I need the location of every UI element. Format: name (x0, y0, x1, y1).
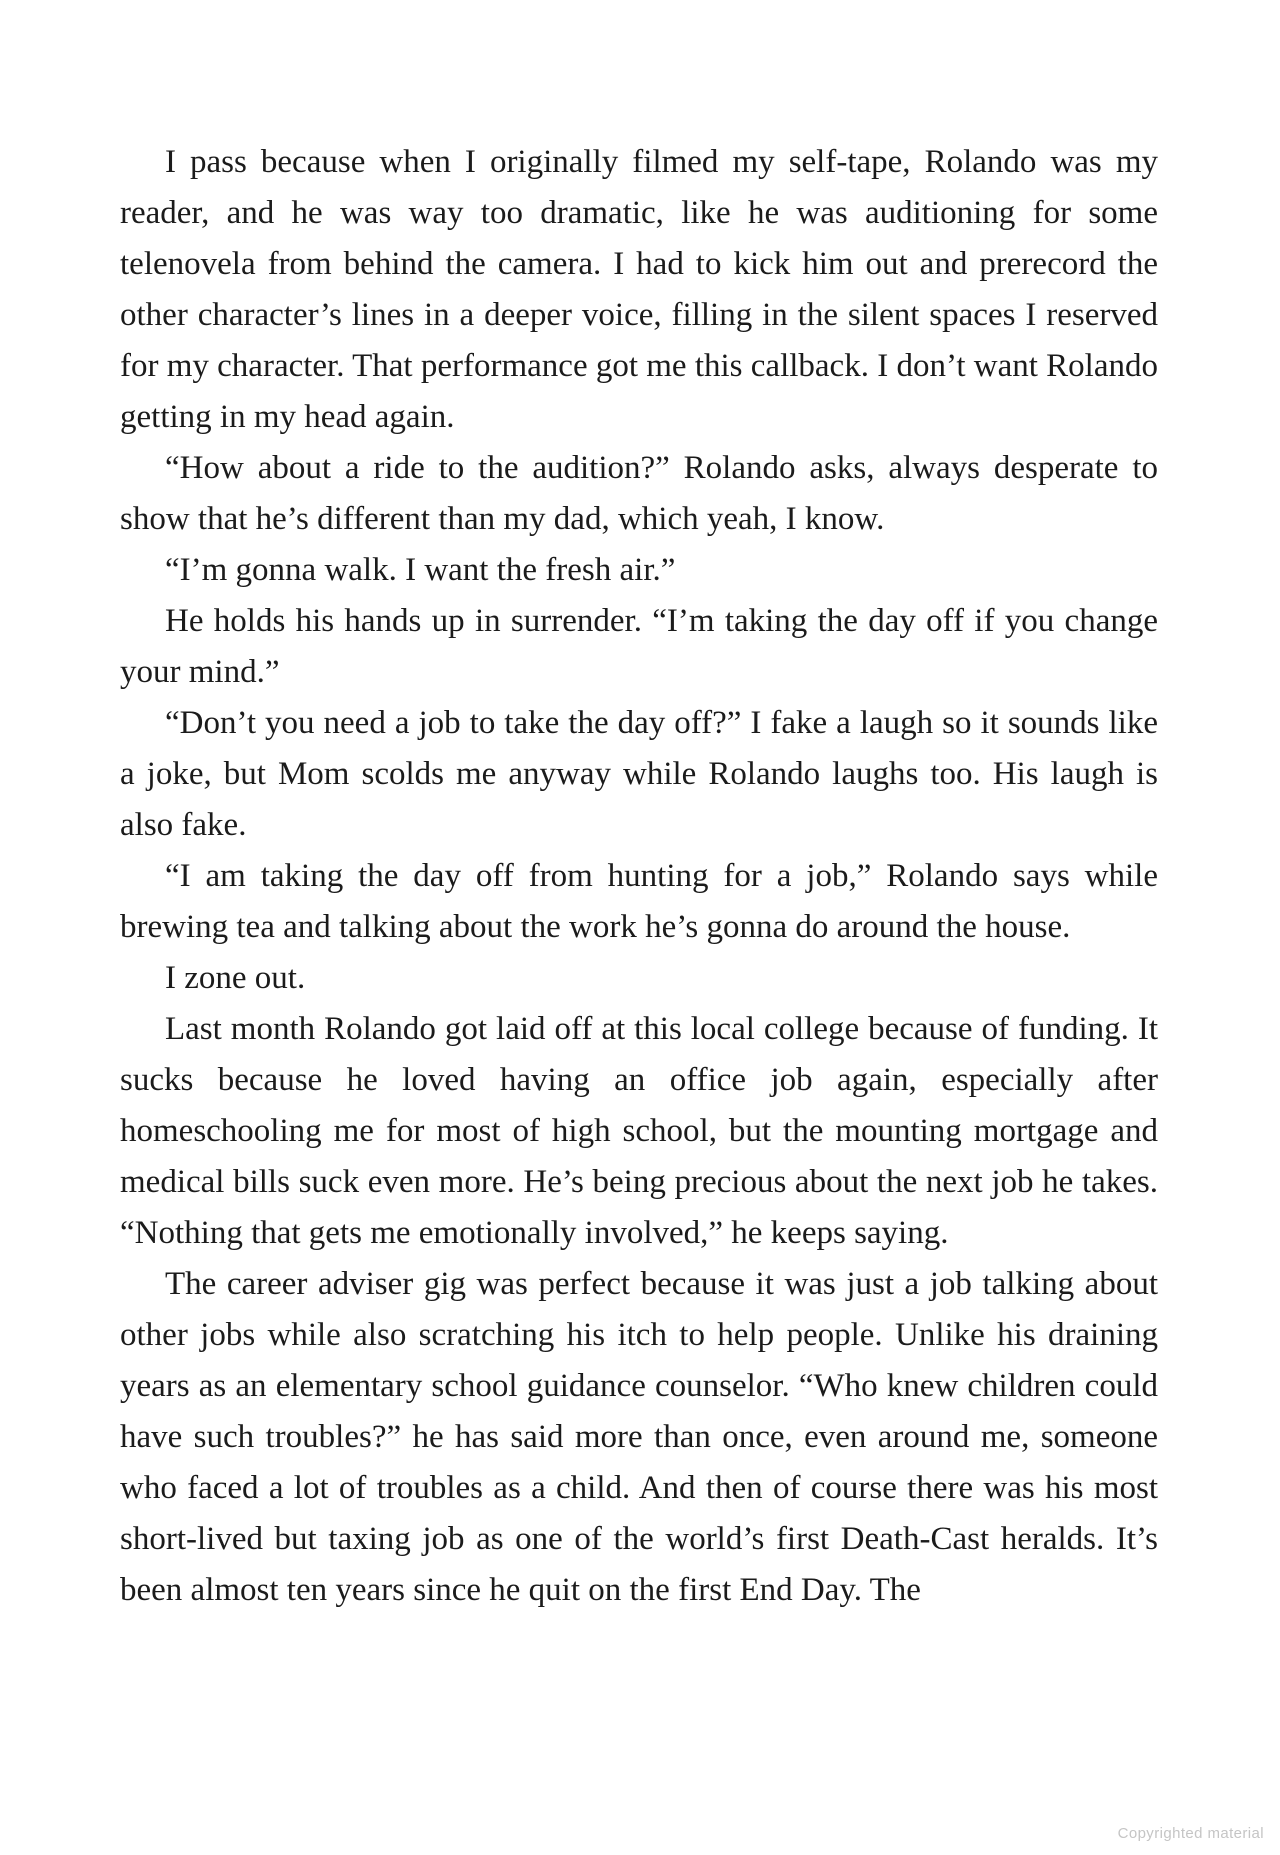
paragraph: “I am taking the day off from hunting for a job,” Rolando says while brewing tea and talking about the work he’s gonna do around the house. (120, 858, 1158, 945)
paragraph: The career adviser gig was perfect because it was just a job talking about other jobs while also scratching his itch to help people. Unlike his draining years as an elementary school guidance counselor. “Who knew children could have such troubles?” he has said more than once, even around me, someone who faced a lot of troubles as a child. And then of course there was his most short-lived but taxing job as one of the world’s first Death-Cast heralds. It’s been almost ten years since he quit on the first End Day. The (120, 1266, 1158, 1608)
paragraph: Last month Rolando got laid off at this local college because of funding. It sucks because he loved having an office job again, especially after homeschooling me for most of high school, but the mounting mortgage and medical bills suck even more. He’s being precious about the next job he takes. “Nothing that gets me emotionally involved,” he keeps saying. (120, 1011, 1158, 1251)
copyright-watermark: Copyrighted material (1117, 1825, 1264, 1842)
paragraph: I pass because when I originally filmed my self-tape, Rolando was my reader, and he was way too dramatic, like he was auditioning for some telenovela from behind the camera. I had to kick him out and prerecord the other character’s lines in a deeper voice, filling in the silent spaces I reserved for my character. That performance got me this callback. I don’t want Rolando getting in my head again. (120, 144, 1158, 435)
body-text (120, 137, 1158, 1616)
paragraph: I zone out. (165, 960, 306, 996)
paragraph: “I’m gonna walk. I want the fresh air.” (165, 552, 676, 588)
paragraph: “Don’t you need a job to take the day off?” I fake a laugh so it sounds like a joke, but Mom scolds me anyway while Rolando laughs too. His laugh is also fake. (120, 705, 1158, 843)
paragraph: “How about a ride to the audition?” Rolando asks, always desperate to show that he’s different than my dad, which yeah, I know. (120, 450, 1158, 537)
paragraph: He holds his hands up in surrender. “I’m taking the day off if you change your mind.” (120, 603, 1158, 690)
